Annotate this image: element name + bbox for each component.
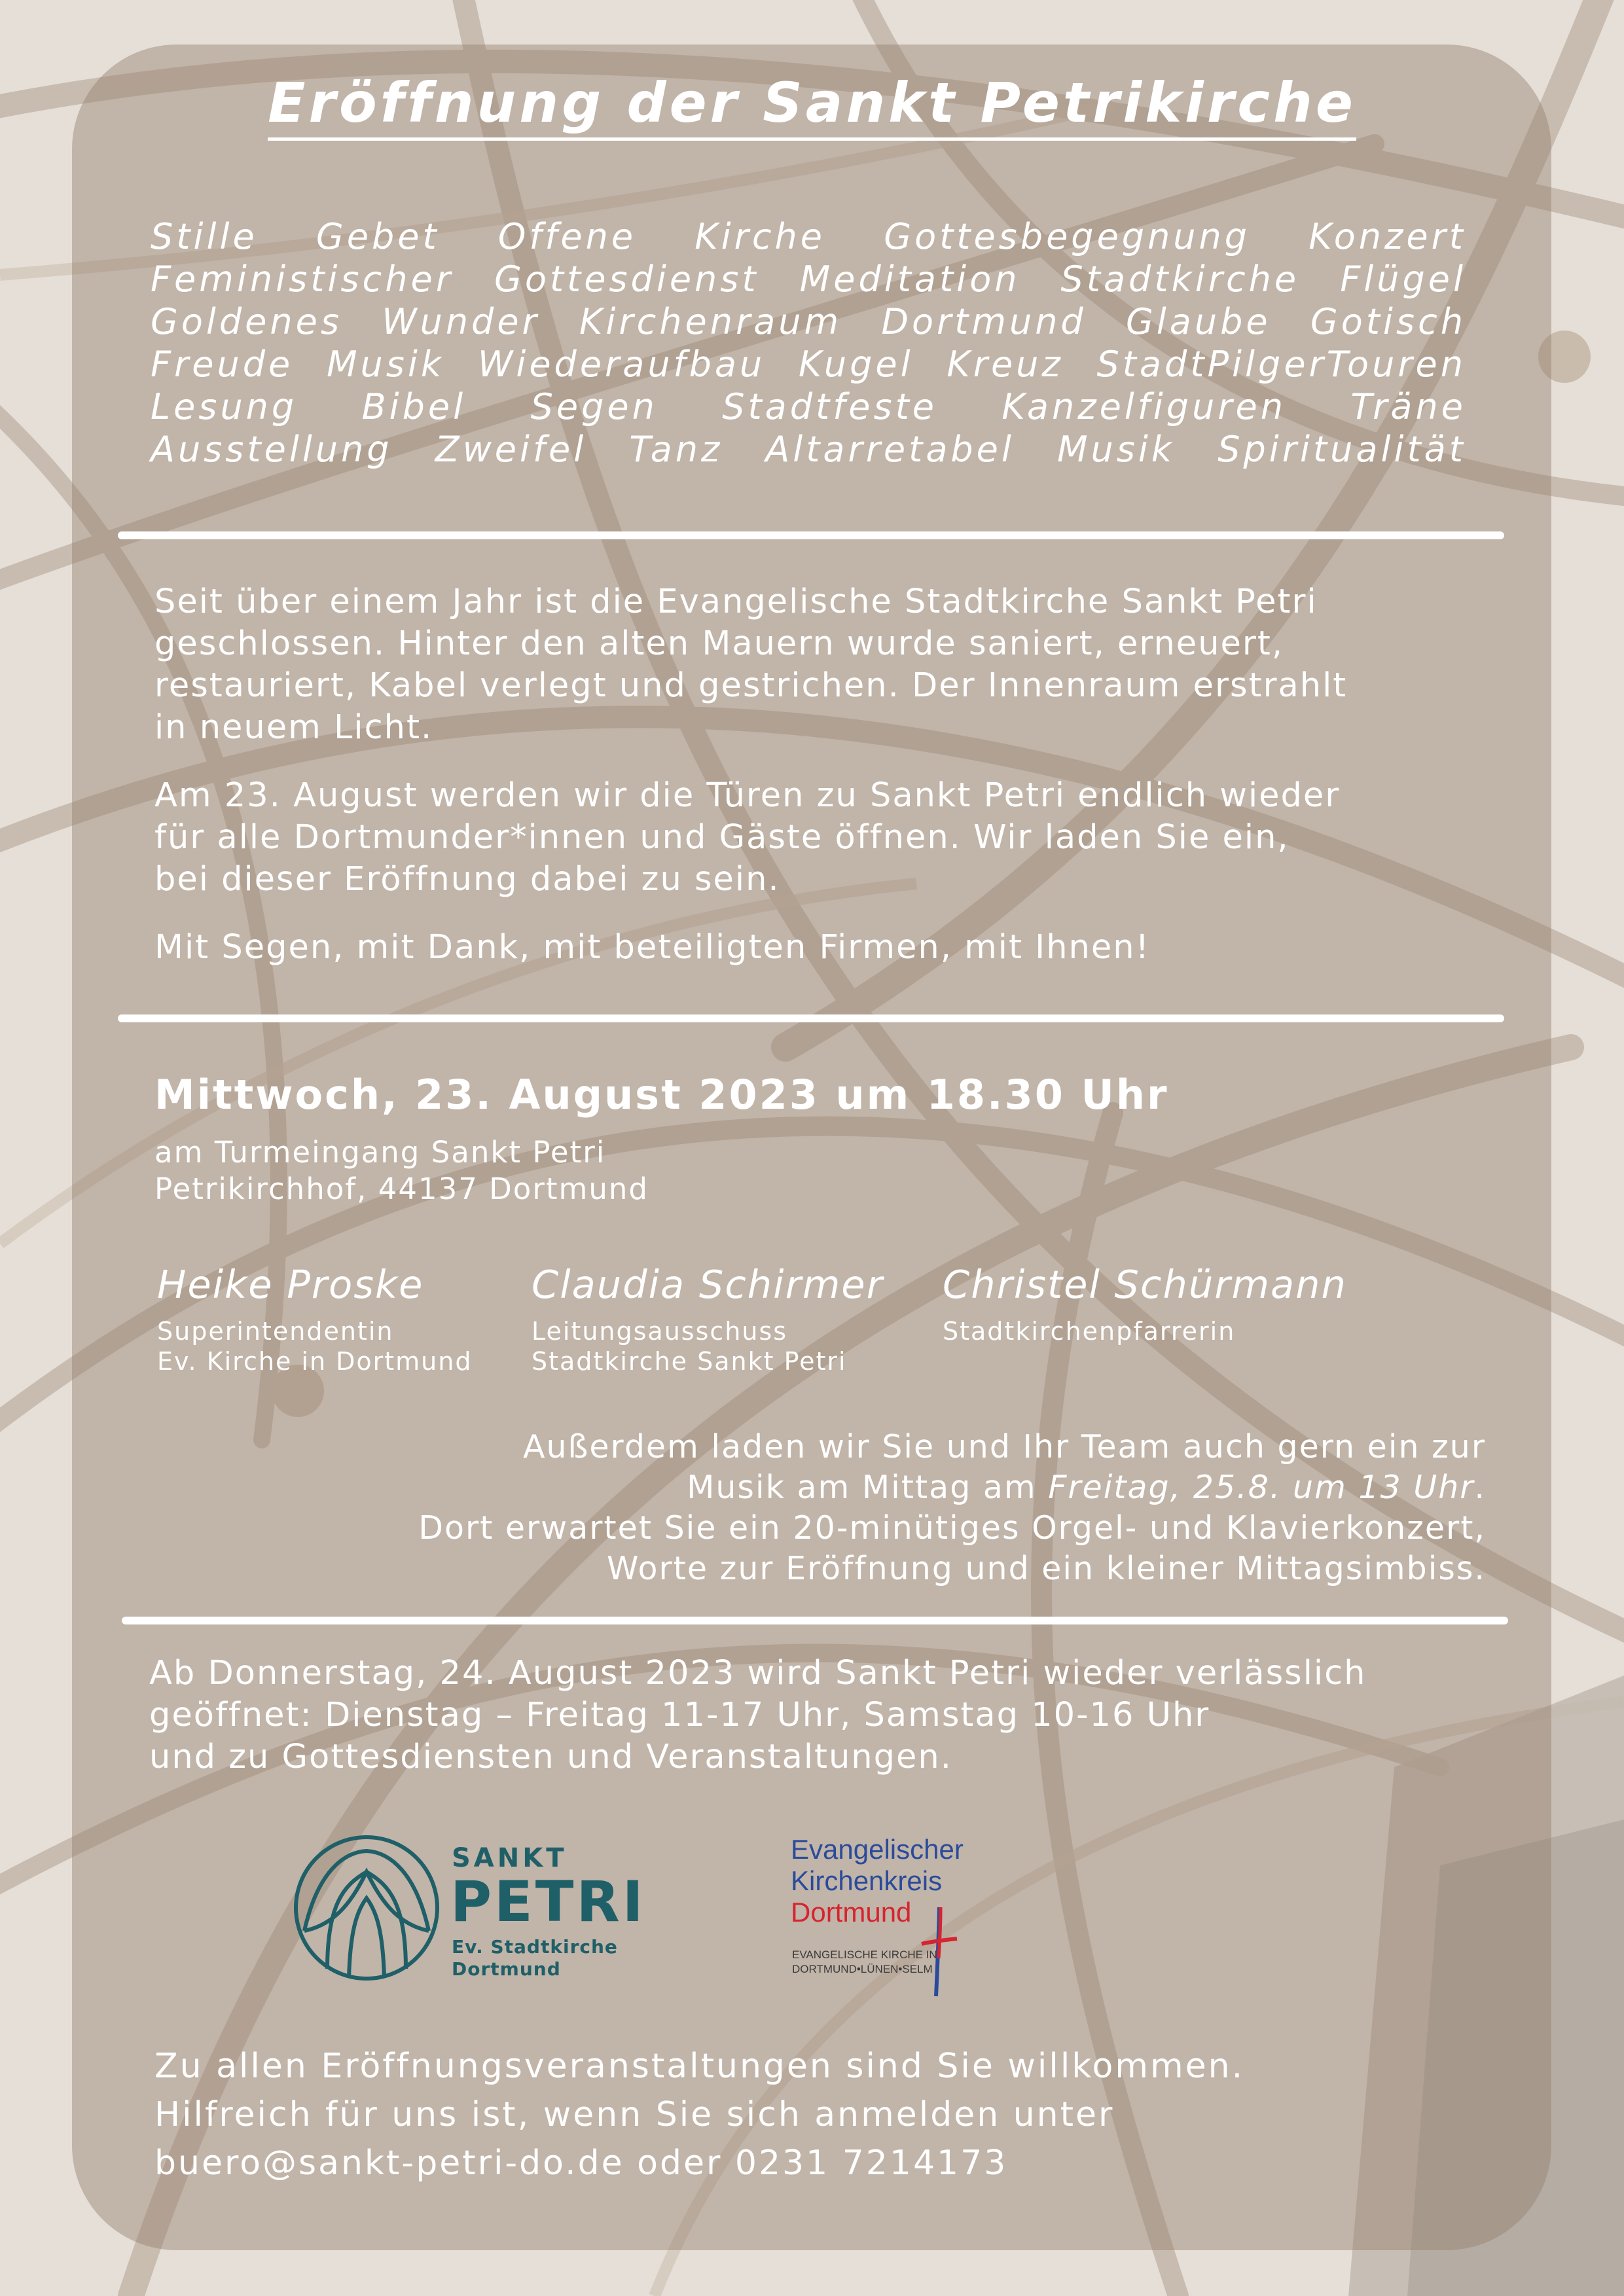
keyword-row — [151, 301, 1466, 343]
page-title: Eröffnung der Sankt Petrikirche — [0, 71, 1624, 135]
person-role: Superintendentin Ev. Kirche in Dortmund — [157, 1317, 473, 1376]
keyword-row — [151, 429, 1466, 471]
keyword: Musik — [326, 344, 445, 385]
kirchenkreis-subline: EVANGELISCHE KIRCHE IN DORTMUND•LÜNEN•SELM — [792, 1948, 937, 1975]
opening-hours: Ab Donnerstag, 24. August 2023 wird Sankt Petri wieder verlässlich geöffnet: Dienstag – Freitag 11-17 Uhr, Samstag 10-16 Uhr und zu Gottesdiensten und Veranstaltungen. — [149, 1654, 1367, 1776]
contact-info: buero@sankt-petri-do.de oder 0231 7214173 — [154, 2144, 1008, 2183]
keyword: Kirche — [695, 216, 826, 257]
keyword: Gotisch — [1310, 301, 1466, 342]
keyword: Freude — [151, 344, 294, 385]
keyword: Feministischer — [151, 259, 454, 300]
intro-paragraph-2: Am 23. August werden wir die Türen zu Sankt Petri endlich wieder für alle Dortmunder*innen und Gäste öffnen. Wir laden Sie ein, bei dieser Eröffnung dabei zu sein. — [154, 776, 1341, 899]
sankt-petri-logo — [291, 1833, 646, 1983]
registration-note: Zu allen Eröffnungsveranstaltungen sind Sie willkommen. Hilfreich für uns ist, wenn Sie sich anmelden unter buero@sankt-petri-do.de oder 0231 7214173 — [154, 2047, 1245, 2183]
keyword-row — [151, 344, 1466, 386]
person-role: Leitungsausschuss Stadtkirche Sankt Petri — [532, 1317, 847, 1376]
divider — [118, 531, 1504, 539]
intro-paragraph-1: Seit über einem Jahr ist die Evangelische Stadtkirche Sankt Petri geschlossen. Hinter den alten Mauern wurde saniert, erneuert, restauriert, Kabel verlegt und gestrichen. Der Innenraum erstrahlt in neuem Licht. — [154, 583, 1348, 747]
divider — [122, 1617, 1508, 1624]
keyword: Meditation — [799, 259, 1020, 300]
keyword-row — [151, 259, 1466, 300]
person-card — [532, 1262, 884, 1376]
keyword: Musik — [1056, 429, 1176, 470]
intro-paragraph-3: Mit Segen, mit Dank, mit beteiligten Firmen, mit Ihnen! — [154, 928, 1151, 967]
keyword: StadtPilgerTouren — [1096, 344, 1466, 385]
keyword: Stadtkirche — [1060, 259, 1300, 300]
keyword: Spiritualität — [1218, 429, 1466, 470]
lunch-concert-invitation: Außerdem laden wir Sie und Ihr Team auch gern ein zur Musik am Mittag am Freitag, 25.8. um 13 Uhr. Dort erwartet Sie ein 20-minütiges Orgel- und Klavierkonzert, Worte zur Eröffnung und ein kleiner Mittagsimbiss. — [418, 1428, 1486, 1587]
keyword: Gottesbegegnung — [884, 216, 1251, 257]
keyword: Kirchenraum — [579, 301, 842, 342]
keyword: Gebet — [316, 216, 440, 257]
intro-text — [154, 581, 1529, 969]
keyword: Träne — [1350, 386, 1466, 427]
person-role: Stadtkirchenpfarrerin — [943, 1317, 1236, 1346]
person-card — [943, 1262, 1347, 1346]
keyword: Altarretabel — [765, 429, 1015, 470]
kirchenkreis-logo — [791, 1834, 1007, 1991]
keyword: Stadtfeste — [722, 386, 937, 427]
keyword: Konzert — [1308, 216, 1466, 257]
keyword: Bibel — [361, 386, 467, 427]
person-name: Christel Schürmann — [943, 1262, 1347, 1307]
person-card — [157, 1262, 472, 1376]
divider — [118, 1014, 1504, 1022]
keyword: Offene — [497, 216, 637, 257]
kirchenkreis-name: Evangelischer Kirchenkreis Dortmund — [791, 1834, 964, 1928]
keyword: Kugel — [798, 344, 914, 385]
keyword: Glaube — [1125, 301, 1271, 342]
keyword: Flügel — [1340, 259, 1466, 300]
event-location: am Turmeingang Sankt Petri Petrikirchhof, 44137 Dortmund — [154, 1135, 649, 1206]
logo-sankt-text: SANKT — [452, 1843, 568, 1873]
person-name: Heike Proske — [157, 1262, 424, 1307]
keyword: Segen — [530, 386, 658, 427]
logo-petri-text: PETRI — [450, 1869, 646, 1935]
logo-subtitle: Ev. Stadtkirche Dortmund — [452, 1936, 618, 1980]
keyword: Stille — [151, 216, 258, 257]
keyword: Wunder — [382, 301, 540, 342]
keyword-row — [151, 216, 1466, 258]
keyword: Wiederaufbau — [477, 344, 766, 385]
keyword-row — [151, 386, 1466, 428]
person-name: Claudia Schirmer — [532, 1262, 884, 1307]
keyword: Gottesdienst — [494, 259, 759, 300]
vault-emblem-icon — [291, 1833, 442, 1983]
keyword: Kanzelfiguren — [1001, 386, 1286, 427]
keyword: Tanz — [629, 429, 723, 470]
keyword: Goldenes — [151, 301, 342, 342]
keyword: Dortmund — [881, 301, 1087, 342]
keyword: Kreuz — [947, 344, 1064, 385]
keyword: Ausstellung — [151, 429, 393, 470]
event-date: Mittwoch, 23. August 2023 um 18.30 Uhr — [154, 1071, 1169, 1119]
keyword: Zweifel — [435, 429, 587, 470]
keyword: Lesung — [151, 386, 298, 427]
